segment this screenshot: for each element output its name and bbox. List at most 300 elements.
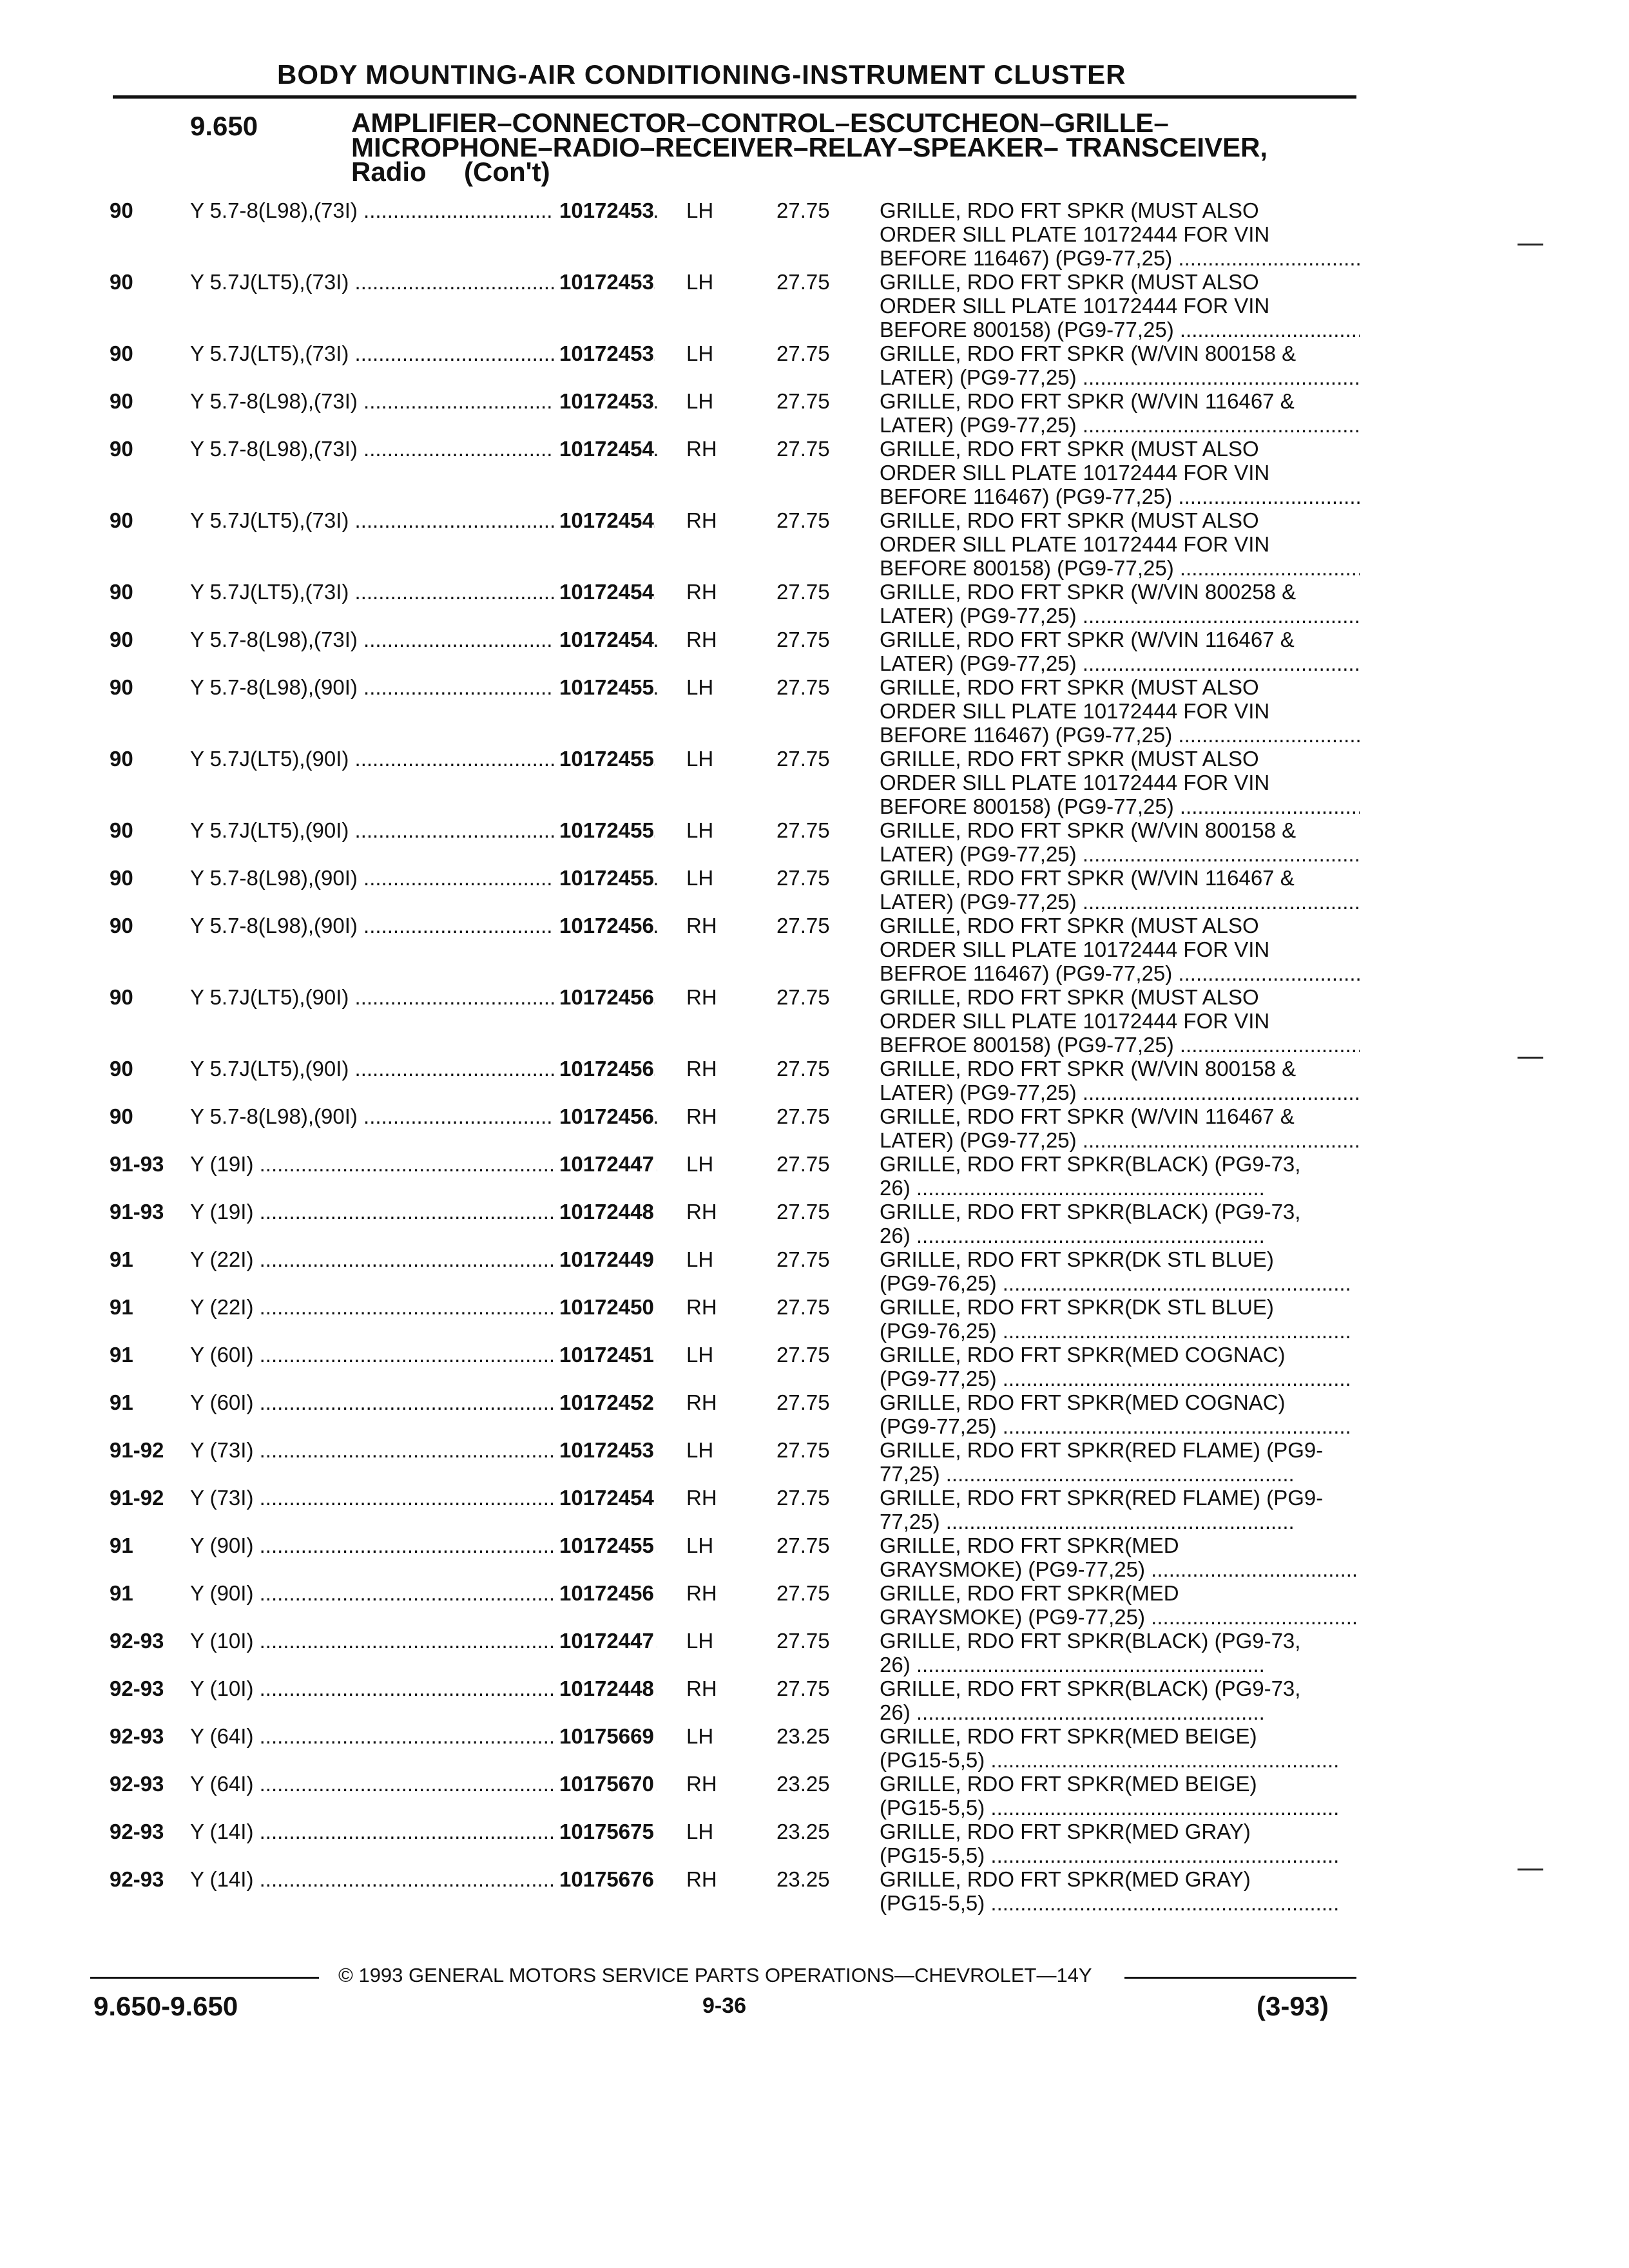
description-line: GRILLE, RDO FRT SPKR(MED BEIGE): [880, 1724, 1257, 1748]
description-line: GRILLE, RDO FRT SPKR(RED FLAME) (PG9-: [880, 1486, 1324, 1510]
description-cell: [880, 1200, 1360, 1247]
table-row: [110, 1291, 1360, 1343]
price-cell: 27.75: [776, 1343, 830, 1367]
part-number-cell: 10172453: [554, 341, 654, 366]
price-cell: 27.75: [776, 1581, 830, 1605]
part-number-cell: 10172454: [554, 628, 654, 652]
application-cell: Y (64I) .....: [190, 1772, 657, 1796]
description-line: LATER) (PG9-77,25) .....: [880, 842, 1360, 866]
description-line: GRILLE, RDO FRT SPKR(MED COGNAC): [880, 1343, 1286, 1367]
year-cell: 90: [110, 437, 133, 461]
description-cell: [880, 580, 1360, 628]
year-cell: 91-93: [110, 1200, 164, 1224]
side-cell: RH: [686, 1581, 717, 1605]
description-line: 26) .....: [880, 1176, 1360, 1200]
application-cell: Y 5.7-8(L98),(90I) .....: [190, 675, 657, 700]
table-row: [110, 981, 1360, 1057]
description-cell: [880, 1724, 1360, 1772]
part-number-cell: 10175676: [554, 1867, 654, 1892]
price-cell: 27.75: [776, 270, 830, 294]
description-line: ORDER SILL PLATE 10172444 FOR VIN: [880, 532, 1270, 556]
price-cell: 27.75: [776, 1295, 830, 1319]
side-cell: RH: [686, 1677, 717, 1700]
description-cell: [880, 1867, 1360, 1915]
side-cell: RH: [686, 985, 717, 1009]
table-row: [110, 338, 1360, 389]
price-cell: 27.75: [776, 1152, 830, 1176]
description-cell: [880, 1629, 1360, 1677]
year-cell: 92-93: [110, 1772, 164, 1796]
description-line: GRILLE, RDO FRT SPKR (MUST ALSO: [880, 198, 1259, 222]
margin-mark: [1518, 1869, 1543, 1870]
price-cell: 27.75: [776, 914, 830, 937]
part-number-cell: 10172449: [554, 1247, 654, 1272]
application-cell: Y (90I) .....: [190, 1581, 657, 1606]
description-line: (PG15-5,5) .....: [880, 1796, 1360, 1820]
part-number-cell: 10172447: [554, 1152, 654, 1177]
description-line: GRILLE, RDO FRT SPKR(BLACK) (PG9-73,: [880, 1152, 1301, 1176]
year-cell: 90: [110, 341, 133, 365]
side-cell: RH: [686, 1772, 717, 1796]
side-cell: LH: [686, 1724, 714, 1748]
description-line: GRILLE, RDO FRT SPKR (W/VIN 116467 &: [880, 866, 1295, 890]
application-cell: Y 5.7J(LT5),(90I) .....: [190, 747, 657, 771]
side-cell: LH: [686, 1629, 714, 1653]
part-number-cell: 10172454: [554, 508, 654, 533]
year-cell: 90: [110, 818, 133, 842]
side-cell: RH: [686, 1295, 717, 1319]
description-line: 77,25) .....: [880, 1510, 1360, 1533]
description-line: GRILLE, RDO FRT SPKR(MED GRAY): [880, 1867, 1251, 1891]
table-row: [110, 195, 1360, 270]
description-line: GRILLE, RDO FRT SPKR(MED: [880, 1581, 1179, 1605]
side-cell: RH: [686, 1200, 717, 1224]
description-cell: [880, 389, 1360, 437]
description-line: GRILLE, RDO FRT SPKR (W/VIN 800158 &: [880, 1057, 1296, 1081]
price-cell: 27.75: [776, 675, 830, 699]
part-number-cell: 10172448: [554, 1200, 654, 1224]
year-cell: 90: [110, 1057, 133, 1081]
part-number-cell: 10172455: [554, 818, 654, 843]
description-line: GRILLE, RDO FRT SPKR (W/VIN 800158 &: [880, 341, 1296, 365]
description-cell: [880, 1104, 1360, 1152]
description-line: BEFORE 800158) (PG9-77,25) .....: [880, 556, 1360, 580]
description-line: ORDER SILL PLATE 10172444 FOR VIN: [880, 222, 1270, 246]
application-cell: Y 5.7-8(L98),(73I) .....: [190, 198, 657, 223]
description-line: GRILLE, RDO FRT SPKR (W/VIN 116467 &: [880, 389, 1295, 413]
part-number-cell: 10172456: [554, 1581, 654, 1606]
description-line: LATER) (PG9-77,25) .....: [880, 1128, 1360, 1152]
table-row: [110, 671, 1360, 747]
part-number-cell: 10172455: [554, 866, 654, 890]
price-cell: 27.75: [776, 1200, 830, 1224]
side-cell: LH: [686, 1533, 714, 1557]
price-cell: 27.75: [776, 1390, 830, 1414]
part-number-cell: 10175669: [554, 1724, 654, 1749]
description-cell: [880, 1486, 1360, 1533]
application-cell: Y 5.7-8(L98),(90I) .....: [190, 866, 657, 890]
side-cell: RH: [686, 628, 717, 651]
description-line: ORDER SILL PLATE 10172444 FOR VIN: [880, 461, 1270, 485]
description-line: BEFORE 800158) (PG9-77,25) .....: [880, 318, 1360, 341]
description-cell: [880, 1390, 1360, 1438]
price-cell: 27.75: [776, 1486, 830, 1510]
description-line: BEFORE 800158) (PG9-77,25) .....: [880, 794, 1360, 818]
part-number-cell: 10172453: [554, 270, 654, 294]
year-cell: 91-92: [110, 1438, 164, 1462]
description-cell: [880, 1247, 1360, 1295]
description-line: GRILLE, RDO FRT SPKR(DK STL BLUE): [880, 1295, 1274, 1319]
description-cell: [880, 1677, 1360, 1724]
year-cell: 90: [110, 747, 133, 771]
side-cell: RH: [686, 1057, 717, 1081]
description-line: BEFORE 116467) (PG9-77,25) .....: [880, 246, 1360, 270]
page-header: BODY MOUNTING-AIR CONDITIONING-INSTRUMENT CLUSTER: [277, 59, 1126, 90]
year-cell: 90: [110, 508, 133, 532]
description-line: LATER) (PG9-77,25) .....: [880, 365, 1360, 389]
year-cell: 92-93: [110, 1867, 164, 1891]
price-cell: 27.75: [776, 866, 830, 890]
year-cell: 91: [110, 1295, 133, 1319]
margin-mark: [1518, 1057, 1543, 1059]
side-cell: RH: [686, 1390, 717, 1414]
description-cell: [880, 437, 1360, 508]
price-cell: 27.75: [776, 1533, 830, 1557]
price-cell: 27.75: [776, 747, 830, 771]
application-cell: Y 5.7-8(L98),(73I) .....: [190, 437, 657, 461]
side-cell: LH: [686, 1820, 714, 1843]
application-cell: Y (14I) .....: [190, 1867, 657, 1892]
table-row: [110, 1625, 1360, 1677]
year-cell: 90: [110, 389, 133, 413]
price-cell: 27.75: [776, 198, 830, 222]
application-cell: Y 5.7J(LT5),(73I) .....: [190, 508, 657, 533]
year-cell: 90: [110, 866, 133, 890]
application-cell: Y (22I) .....: [190, 1247, 657, 1272]
table-row: [110, 1816, 1360, 1867]
description-cell: [880, 675, 1360, 747]
table-row: [110, 624, 1360, 675]
table-row: [110, 1196, 1360, 1247]
application-cell: Y 5.7-8(L98),(90I) .....: [190, 914, 657, 938]
description-cell: [880, 341, 1360, 389]
table-row: [110, 1577, 1360, 1629]
description-line: ORDER SILL PLATE 10172444 FOR VIN: [880, 699, 1270, 723]
table-row: [110, 576, 1360, 628]
description-line: GRILLE, RDO FRT SPKR (MUST ALSO: [880, 985, 1259, 1009]
price-cell: 27.75: [776, 628, 830, 651]
table-row: [110, 266, 1360, 341]
description-cell: [880, 1152, 1360, 1200]
application-cell: Y 5.7-8(L98),(90I) .....: [190, 1104, 657, 1129]
side-cell: RH: [686, 508, 717, 532]
description-cell: [880, 1772, 1360, 1820]
section-title-line-2: MICROPHONE–RADIO–RECEIVER–RELAY–SPEAKER– TRANSCEIVER,: [351, 132, 1268, 162]
application-cell: Y 5.7-8(L98),(73I) .....: [190, 389, 657, 414]
description-line: BEFROE 116467) (PG9-77,25) .....: [880, 961, 1360, 985]
year-cell: 91: [110, 1533, 133, 1557]
part-number-cell: 10172450: [554, 1295, 654, 1320]
description-cell: [880, 1057, 1360, 1104]
footer-section-range: 9.650-9.650: [93, 1991, 238, 2021]
year-cell: 90: [110, 628, 133, 651]
side-cell: LH: [686, 1247, 714, 1271]
side-cell: LH: [686, 747, 714, 771]
footer-date-code: (3-93): [1257, 1991, 1329, 2021]
price-cell: 23.25: [776, 1820, 830, 1843]
description-line: LATER) (PG9-77,25) .....: [880, 413, 1360, 437]
part-number-cell: 10172456: [554, 1057, 654, 1081]
section-title-line-3: Radio (Con't): [351, 157, 550, 187]
price-cell: 27.75: [776, 389, 830, 413]
description-line: 77,25) .....: [880, 1462, 1360, 1486]
price-cell: 27.75: [776, 1104, 830, 1128]
side-cell: LH: [686, 341, 714, 365]
table-row: [110, 1434, 1360, 1486]
year-cell: 90: [110, 198, 133, 222]
side-cell: LH: [686, 198, 714, 222]
table-row: [110, 1530, 1360, 1581]
margin-mark: [1518, 244, 1543, 245]
year-cell: 90: [110, 985, 133, 1009]
price-cell: 27.75: [776, 580, 830, 604]
description-cell: [880, 747, 1360, 818]
side-cell: RH: [686, 580, 717, 604]
description-cell: [880, 914, 1360, 985]
application-cell: Y (90I) .....: [190, 1533, 657, 1558]
side-cell: LH: [686, 270, 714, 294]
part-number-cell: 10172454: [554, 1486, 654, 1510]
description-line: GRILLE, RDO FRT SPKR(BLACK) (PG9-73,: [880, 1200, 1301, 1224]
description-line: GRAYSMOKE) (PG9-77,25) .....: [880, 1557, 1360, 1581]
part-number-cell: 10172453: [554, 1438, 654, 1463]
part-number-cell: 10172454: [554, 437, 654, 461]
parts-list: [110, 195, 1360, 1915]
description-line: GRILLE, RDO FRT SPKR(BLACK) (PG9-73,: [880, 1629, 1301, 1653]
description-line: ORDER SILL PLATE 10172444 FOR VIN: [880, 771, 1270, 794]
description-line: 26) .....: [880, 1700, 1360, 1724]
table-row: [110, 505, 1360, 580]
part-number-cell: 10172455: [554, 747, 654, 771]
description-line: GRILLE, RDO FRT SPKR (W/VIN 800258 &: [880, 580, 1296, 604]
description-cell: [880, 1438, 1360, 1486]
description-cell: [880, 1820, 1360, 1867]
application-cell: Y (60I) .....: [190, 1343, 657, 1367]
part-number-cell: 10172456: [554, 1104, 654, 1129]
price-cell: 23.25: [776, 1772, 830, 1796]
footer-copyright: © 1993 GENERAL MOTORS SERVICE PARTS OPERATIONS—CHEVROLET—14Y: [338, 1964, 1092, 1986]
description-line: GRILLE, RDO FRT SPKR(MED BEIGE): [880, 1772, 1257, 1796]
section-number: 9.650: [190, 111, 258, 141]
description-line: GRILLE, RDO FRT SPKR(BLACK) (PG9-73,: [880, 1677, 1301, 1700]
application-cell: Y 5.7J(LT5),(73I) .....: [190, 341, 657, 366]
description-cell: [880, 1343, 1360, 1390]
table-row: [110, 433, 1360, 508]
description-line: BEFORE 116467) (PG9-77,25) .....: [880, 723, 1360, 747]
application-cell: Y 5.7-8(L98),(73I) .....: [190, 628, 657, 652]
application-cell: Y (22I) .....: [190, 1295, 657, 1320]
description-cell: [880, 1581, 1360, 1629]
price-cell: 23.25: [776, 1724, 830, 1748]
price-cell: 27.75: [776, 1629, 830, 1653]
year-cell: 91: [110, 1343, 133, 1367]
description-line: GRILLE, RDO FRT SPKR(DK STL BLUE): [880, 1247, 1274, 1271]
year-cell: 90: [110, 675, 133, 699]
price-cell: 27.75: [776, 341, 830, 365]
application-cell: Y (14I) .....: [190, 1820, 657, 1844]
year-cell: 90: [110, 1104, 133, 1128]
table-row: [110, 1673, 1360, 1724]
price-cell: 27.75: [776, 508, 830, 532]
description-line: ORDER SILL PLATE 10172444 FOR VIN: [880, 294, 1270, 318]
description-line: GRILLE, RDO FRT SPKR (MUST ALSO: [880, 270, 1259, 294]
year-cell: 92-93: [110, 1629, 164, 1653]
section-title: [351, 108, 1268, 187]
description-cell: [880, 1533, 1360, 1581]
application-cell: Y (19I) .....: [190, 1152, 657, 1177]
year-cell: 90: [110, 914, 133, 937]
price-cell: 27.75: [776, 1438, 830, 1462]
part-number-cell: 10172447: [554, 1629, 654, 1653]
year-cell: 91: [110, 1247, 133, 1271]
description-line: GRILLE, RDO FRT SPKR(MED: [880, 1533, 1179, 1557]
price-cell: 27.75: [776, 437, 830, 461]
year-cell: 90: [110, 270, 133, 294]
part-number-cell: 10172455: [554, 675, 654, 700]
description-cell: [880, 985, 1360, 1057]
description-line: LATER) (PG9-77,25) .....: [880, 604, 1360, 628]
description-line: (PG9-76,25) .....: [880, 1271, 1360, 1295]
description-line: BEFORE 116467) (PG9-77,25) .....: [880, 485, 1360, 508]
part-number-cell: 10175675: [554, 1820, 654, 1844]
table-row: [110, 1339, 1360, 1390]
application-cell: Y (64I) .....: [190, 1724, 657, 1749]
side-cell: RH: [686, 1867, 717, 1891]
description-line: GRILLE, RDO FRT SPKR (W/VIN 800158 &: [880, 818, 1296, 842]
price-cell: 27.75: [776, 818, 830, 842]
part-number-cell: 10175670: [554, 1772, 654, 1796]
description-line: GRILLE, RDO FRT SPKR(MED COGNAC): [880, 1390, 1286, 1414]
table-row: [110, 1244, 1360, 1295]
application-cell: Y (60I) .....: [190, 1390, 657, 1415]
description-cell: [880, 866, 1360, 914]
description-line: LATER) (PG9-77,25) .....: [880, 1081, 1360, 1104]
side-cell: LH: [686, 675, 714, 699]
side-cell: LH: [686, 818, 714, 842]
side-cell: LH: [686, 866, 714, 890]
application-cell: Y (10I) .....: [190, 1677, 657, 1701]
header-rule: [113, 95, 1356, 99]
description-line: GRILLE, RDO FRT SPKR (MUST ALSO: [880, 747, 1259, 771]
table-row: [110, 1053, 1360, 1104]
description-line: GRILLE, RDO FRT SPKR (W/VIN 116467 &: [880, 1104, 1295, 1128]
description-cell: [880, 508, 1360, 580]
table-row: [110, 1482, 1360, 1533]
price-cell: 27.75: [776, 1057, 830, 1081]
description-line: GRILLE, RDO FRT SPKR (MUST ALSO: [880, 508, 1259, 532]
application-cell: Y (73I) .....: [190, 1486, 657, 1510]
part-number-cell: 10172453: [554, 389, 654, 414]
price-cell: 27.75: [776, 1677, 830, 1700]
description-line: ORDER SILL PLATE 10172444 FOR VIN: [880, 1009, 1270, 1033]
table-row: [110, 1100, 1360, 1152]
description-line: GRILLE, RDO FRT SPKR (MUST ALSO: [880, 675, 1259, 699]
side-cell: RH: [686, 437, 717, 461]
footer-rule-right: [1124, 1977, 1356, 1979]
part-number-cell: 10172455: [554, 1533, 654, 1558]
side-cell: RH: [686, 1104, 717, 1128]
side-cell: LH: [686, 1152, 714, 1176]
year-cell: 92-93: [110, 1820, 164, 1843]
description-line: GRILLE, RDO FRT SPKR (W/VIN 116467 &: [880, 628, 1295, 651]
application-cell: Y 5.7J(LT5),(73I) .....: [190, 270, 657, 294]
table-row: [110, 910, 1360, 985]
section-title-line-1: AMPLIFIER–CONNECTOR–CONTROL–ESCUTCHEON–GRILLE–: [351, 108, 1169, 138]
description-line: (PG15-5,5) .....: [880, 1748, 1360, 1772]
table-row: [110, 1148, 1360, 1200]
footer-rule-left: [90, 1977, 319, 1979]
table-row: [110, 814, 1360, 866]
price-cell: 27.75: [776, 985, 830, 1009]
part-number-cell: 10172452: [554, 1390, 654, 1415]
description-line: GRILLE, RDO FRT SPKR (MUST ALSO: [880, 914, 1259, 937]
year-cell: 92-93: [110, 1724, 164, 1748]
table-row: [110, 1768, 1360, 1820]
description-cell: [880, 198, 1360, 270]
part-number-cell: 10172448: [554, 1677, 654, 1701]
application-cell: Y (10I) .....: [190, 1629, 657, 1653]
application-cell: Y (19I) .....: [190, 1200, 657, 1224]
footer-page-number: 9-36: [702, 1994, 747, 2018]
part-number-cell: 10172456: [554, 914, 654, 938]
year-cell: 91-93: [110, 1152, 164, 1176]
table-row: [110, 862, 1360, 914]
application-cell: Y 5.7J(LT5),(90I) .....: [190, 818, 657, 843]
description-line: 26) .....: [880, 1653, 1360, 1677]
description-line: (PG15-5,5) .....: [880, 1891, 1360, 1915]
part-number-cell: 10172454: [554, 580, 654, 604]
application-cell: Y 5.7J(LT5),(90I) .....: [190, 1057, 657, 1081]
table-row: [110, 743, 1360, 818]
description-cell: [880, 270, 1360, 341]
description-cell: [880, 628, 1360, 675]
description-line: LATER) (PG9-77,25) .....: [880, 651, 1360, 675]
application-cell: Y 5.7J(LT5),(90I) .....: [190, 985, 657, 1010]
part-number-cell: 10172456: [554, 985, 654, 1010]
description-line: GRAYSMOKE) (PG9-77,25) .....: [880, 1605, 1360, 1629]
description-line: (PG9-77,25) .....: [880, 1367, 1360, 1390]
price-cell: 27.75: [776, 1247, 830, 1271]
description-line: GRILLE, RDO FRT SPKR(RED FLAME) (PG9-: [880, 1438, 1324, 1462]
year-cell: 91: [110, 1581, 133, 1605]
application-cell: Y (73I) .....: [190, 1438, 657, 1463]
description-line: ORDER SILL PLATE 10172444 FOR VIN: [880, 937, 1270, 961]
year-cell: 90: [110, 580, 133, 604]
description-line: BEFROE 800158) (PG9-77,25) .....: [880, 1033, 1360, 1057]
side-cell: RH: [686, 914, 717, 937]
table-row: [110, 1387, 1360, 1438]
table-row: [110, 1720, 1360, 1772]
side-cell: LH: [686, 1438, 714, 1462]
description-line: (PG9-76,25) .....: [880, 1319, 1360, 1343]
part-number-cell: 10172451: [554, 1343, 654, 1367]
description-cell: [880, 818, 1360, 866]
side-cell: LH: [686, 1343, 714, 1367]
application-cell: Y 5.7J(LT5),(73I) .....: [190, 580, 657, 604]
table-row: [110, 1863, 1360, 1915]
description-line: GRILLE, RDO FRT SPKR(MED GRAY): [880, 1820, 1251, 1843]
side-cell: RH: [686, 1486, 717, 1510]
